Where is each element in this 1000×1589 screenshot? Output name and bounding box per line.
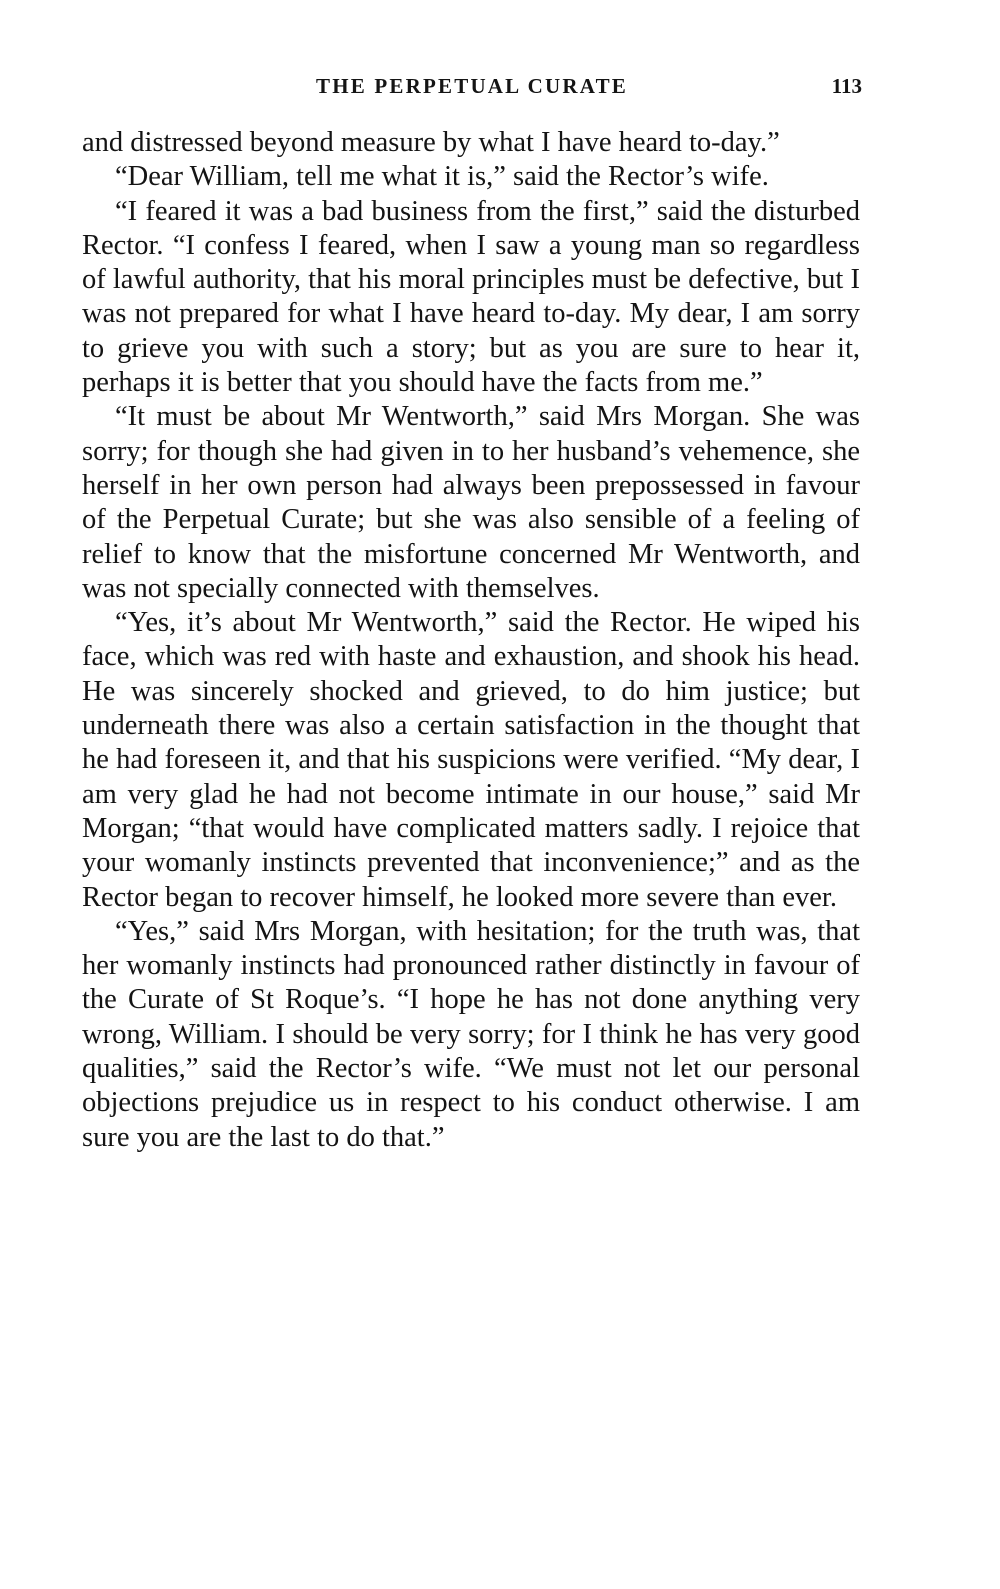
paragraph: “It must be about Mr Wentworth,” said Mrs Morgan. She was sorry; for though she had given in to her husband’s vehemence, she herself in her own person had always been prepossessed in favour of the Perpetual Curate; but she was also sensible of a feeling of relief to know that the misfortune concerned Mr Wentworth, and was not specially connected with themselves. <box>82 401 860 604</box>
page-number: 113 <box>831 74 862 98</box>
running-head <box>82 71 862 101</box>
paragraph: “Yes,” said Mrs Morgan, with hesitation; for the truth was, that her womanly instincts had pronounced rather distinctly in favour of the Curate of St Roque’s. “I hope he has not done anything very wrong, William. I should be very sorry; for I think he has very good qualities,” said the Rector’s wife. “We must not let our personal objections prejudice us in respect to his conduct otherwise. I am sure you are the last to do that.” <box>82 915 860 1153</box>
paragraph: “I feared it was a bad business from the first,” said the disturbed Rector. “I confess I feared, when I saw a young man so regardless of lawful authority, that his moral principles must be defective, but I was not prepared for what I have heard to-day. My dear, I am sorry to grieve you with such a story; but as you are sure to hear it, perhaps it is better that you should have the facts from me.” <box>82 195 860 399</box>
body-text <box>82 126 860 1155</box>
paragraph: “Dear William, tell me what it is,” said the Rector’s wife. <box>115 161 769 193</box>
paragraph: “Yes, it’s about Mr Wentworth,” said the Rector. He wiped his face, which was red with haste and exhaustion, and shook his head. He was sincerely shocked and grieved, to do him justice; but underneath there was also a certain satisfaction in the thought that he had foreseen it, and that his suspicions were verified. “My dear, I am very glad he had not become intimate in our house,” said Mr Morgan; “that would have complicated matters sadly. I rejoice that your womanly instincts prevented that inconvenience;” and as the Rector began to recover himself, he looked more severe than ever. <box>82 607 860 913</box>
paragraph-continuation: and distressed beyond measure by what I have heard to-day.” <box>82 127 780 158</box>
running-title: THE PERPETUAL CURATE <box>316 74 628 98</box>
